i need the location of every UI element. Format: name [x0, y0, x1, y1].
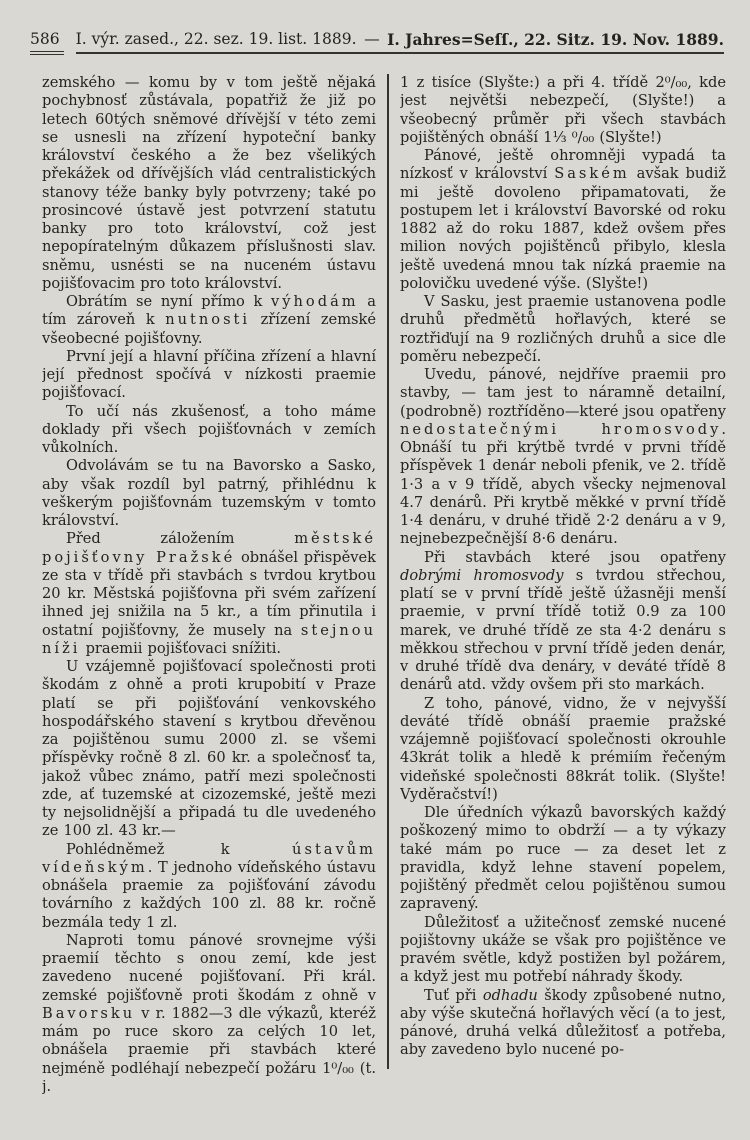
right-text-column — [400, 74, 726, 1124]
paragraph — [42, 293, 376, 348]
text-run: . T jednoho vídeňského ústavu obnášela praemie za pojišťování závodu továrního z každých 100 zl. 88 kr. ročně bezmála tedy 1 zl. — [42, 858, 376, 931]
text-run: obnášel přispěvek ze sta v třídě při stavbách s tvrdou krytbou 20 kr. Městská pojišťovna při svém zařízení ihned jej snižila na 5 kr., a tím přinutila i ostatní pojišťovny, že musely na — [42, 548, 376, 639]
paragraph — [400, 74, 726, 147]
header-german-session-label: I. Jahres=Seſſ., 22. Sitz. 19. Nov. 1889. — [387, 30, 724, 49]
text-run: zemského — komu by v tom ještě nějaká pochybnosť zůstávala, popatřiž že již po letech 60tých sněmové dřívější v této zemi se usnesli na zřízení hypoteční banky království českého a že bez všelikých překážek od dřívějších vlád centralistických stanovy téže banky byly potvrzeny; také po prosincové ústavě jest potvrzení statutu banky pro toto království, což jest nepopíratelným důkazem příslušnosti slav. sněmu, usnésti se na nuceném ústavu pojišťovacim pro toto království. — [42, 74, 376, 292]
paragraph — [400, 695, 726, 805]
paragraph — [42, 530, 376, 658]
letterspaced-emphasis: k ústavům vídeňským — [42, 840, 376, 876]
text-run: Pohlédněmež — [66, 840, 221, 858]
paragraph — [400, 987, 726, 1060]
paragraph — [400, 549, 726, 695]
text-run: První její a hlavní příčina zřízení a hlavní její přednost spočívá v nízkosti praemie pojišťovací. — [42, 347, 376, 402]
text-run: 1 z tisíce (Slyšte:) a při 4. třídě 2⁰/₀₀, kde jest největši nebezpečí, (Slyšte!) a všeobecný průměr při všech stavbách pojištěných obnáší 1⅓ ⁰/₀₀ (Slyšte!) — [400, 74, 726, 146]
text-run: Odvolávám se tu na Bavorsko a Sasko, aby však rozdíl byl patrný, přihlédnu k veškerým pojišťovnám tuzemským v tomto království. — [42, 457, 376, 529]
paragraph — [42, 932, 376, 1096]
header-title — [76, 30, 724, 54]
letterspaced-emphasis: Bavorsku — [42, 1004, 136, 1022]
text-run: Obrátím se nyní přímo k — [66, 293, 272, 310]
text-run: s tvrdou střechou, platí se v první třídě ještě úžasněji menší praemie, v první třídě totiž 0.9 za 100 marek, ve druhé třídě ze sta 4·2 denáru s měkkou střechou v první třídě jeden denár, v druhé třídě dva denáry, v deváté třídě 8 denárů atd. vždy ovšem při sto markách. — [400, 566, 726, 694]
text-run: zřízení zemské všeobecné pojišťovny. — [42, 311, 376, 347]
paragraph — [400, 293, 726, 366]
text-run: Pánové, ještě ohromněji vypadá ta nízkosť v království — [400, 147, 726, 183]
paragraph — [42, 74, 376, 293]
letterspaced-emphasis: Saském — [554, 165, 630, 183]
text-run: avšak budiž mi ještě dovoleno připamatovati, že postupem let i království Bavorské od roku 1882 až do roku 1887, kdež ovšem přes milion nových pojištěnců přibylo, klesla ještě uvedená mnou tak nízká praemie na polovičku uvedené výše. (Slyšte!) — [400, 165, 726, 292]
paragraph — [42, 348, 376, 403]
letterspaced-emphasis: nedostatečnými hromosvody — [400, 420, 722, 438]
italic-emphasis: odhadu — [482, 986, 538, 1004]
page-number: 586 — [30, 30, 64, 55]
text-run: V Sasku, jest praemie ustanovena podle druhů předmětů hořlavých, které se roztřiďují na 9 rozličných druhů a sice dle poměru nebezpečí. — [400, 293, 726, 365]
letterspaced-emphasis: nutnosti — [165, 311, 251, 329]
text-run: Z toho, pánové, vidno, že v nejvyšší deváté třídě obnáší praemie pražské vzájemně pojišťovací společnosti okrouhle 43krát tolik a hledě k prémiím řečeným videňské společnosti 88krát tolik. (Slyšte! Vyděračství!) — [400, 694, 726, 803]
text-run: Uvedu, pánové, nejdříve praemii pro stavby, — tam jest to náramně detailní, (podrobně) roztříděno—které jsou opatřeny — [400, 366, 726, 420]
page-header — [30, 30, 724, 55]
text-run: v r. 1882—3 dle výkazů, kteréž mám po ruce skoro za celých 10 let, obnášela praemie při stavbách které nejméně podléhají nebezpečí požáru 1⁰/₀₀ (t. j. — [42, 1004, 376, 1095]
text-run: . Obnáší tu při krýtbě tvrdé v prvni třídě příspěvek 1 denár neboli pfenik, ve 2. třídě 1·3 a v 9 třídě, abych všecky nejmenoval 4.7 denárů. Při krytbě měkké v první třídě 1·4 denáru, v druhé třidě 2·2 denáru a v 9, nejnebezpečnější 8·6 denáru. — [400, 420, 726, 548]
left-text-column — [42, 74, 376, 1124]
header-separator-dash: — — [364, 30, 380, 48]
text-run: U vzájemně pojišťovací společnosti proti škodám z ohně a proti krupobití v Praze platí se při pojišťování venkovského hospodářského stavení s krytbou dřevěnou za pojištěnou sumu 2000 zl. se všemi příspěvky ročně 8 zl. 60 kr. a společnosť ta, jakož vůbec známo, patří mezi společnosti zde, ať tuzemské at cizozemské, ještě mezi ty nejsolidnější a připadá tu dle uvedeného ze 100 zl. 43 kr.— — [42, 658, 376, 840]
paragraph — [42, 841, 376, 932]
paragraph — [42, 403, 376, 458]
paragraph — [400, 147, 726, 293]
column-divider-rule — [387, 74, 389, 1069]
text-run: To učí nás zkušenosť, a toho máme doklady při všech pojišťovnách v zemích vůkolních. — [42, 402, 376, 456]
text-run: Důležitosť a užitečnosť zemské nucené pojištovny ukáže se však pro pojištěnce ve pravém světle, když postižen byl požárem, a když jest mu potřebí náhrady škody. — [400, 913, 726, 986]
text-run: Naproti tomu pánové srovnejme výši praemií těchto s onou zemí, kde jest zavedeno nucené pojišťovaní. Při král. zemské pojišťovně proti škodám z ohně v — [42, 931, 376, 1004]
text-run: Při stavbách které jsou opatřeny — [424, 548, 726, 566]
text-run: Před záložením — [66, 530, 295, 548]
text-run: Tuť při — [424, 986, 483, 1004]
text-run: praemii pojišťovaci snížiti. — [80, 639, 282, 657]
text-run: a tím zároveň k — [42, 293, 376, 329]
paragraph — [42, 457, 376, 530]
paragraph — [42, 658, 376, 841]
letterspaced-emphasis: městské pojišťovny Pražské — [42, 530, 376, 566]
text-run: Dle úředních výkazů bavorských každý poškozený mimo to obdrží — a ty výkazy také mám po ruce — za deset let z pravidla, když lehne stavení popelem, pojištěný předmět celou pojištěnou sumou zapravený. — [400, 804, 726, 913]
italic-emphasis: dobrými hromosvody — [400, 566, 564, 584]
letterspaced-emphasis: výhodám — [271, 293, 359, 310]
header-czech-session-label: I. výr. zased., 22. sez. 19. list. 1889. — [75, 30, 357, 48]
paragraph — [400, 366, 726, 549]
two-column-text-body — [42, 74, 726, 1124]
letterspaced-emphasis: stejnou níži — [42, 621, 376, 657]
text-run: škody způsobené nutno, aby výše skutečná hořlavých věcí (a to jest, pánové, druhá velká důležitosť a potřeba, aby zavedeno bylo nucené po- — [400, 986, 726, 1059]
paragraph — [400, 914, 726, 987]
paragraph — [400, 804, 726, 914]
